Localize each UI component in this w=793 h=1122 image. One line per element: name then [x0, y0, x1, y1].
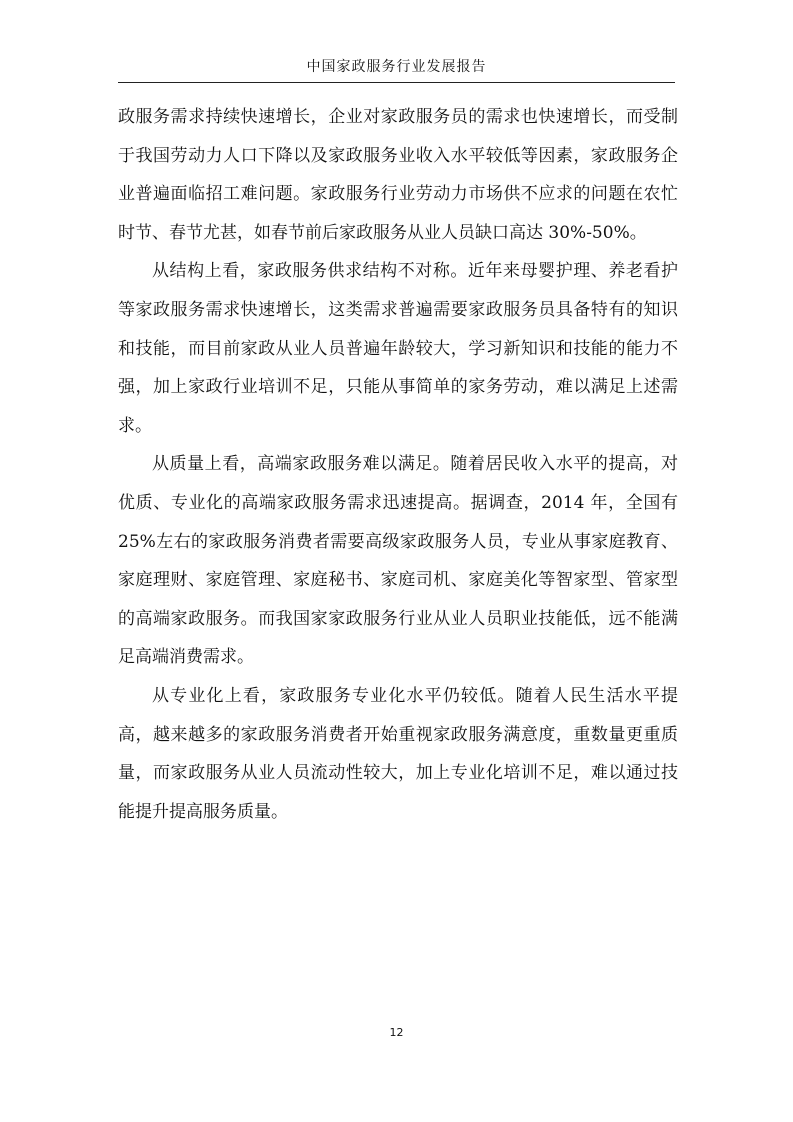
body-text	[118, 98, 678, 831]
paragraph-specialization: 从专业化上看，家政服务专业化水平仍较低。随着人民生活水平提高，越来越多的家政服务消费者开始重视家政服务满意度，重数量更重质量，而家政服务从业人员流动性较大，加上专业化培训不足，难以通过技能提升提高服务质量。	[118, 685, 678, 822]
paragraph-continued: 政服务需求持续快速增长，企业对家政服务员的需求也快速增长，而受制于我国劳动力人口下降以及家政服务业收入水平较低等因素，家政服务企业普遍面临招工难问题。家政服务行业劳动力市场供不应求的问题在农忙时节、春节尤甚，如春节前后家政服务从业人员缺口高达 30%-50%。	[118, 107, 678, 243]
paragraph-structure: 从结构上看，家政服务供求结构不对称。近年来母婴护理、养老看护等家政服务需求快速增长，这类需求普遍需要家政服务员具备特有的知识和技能，而目前家政从业人员普遍年龄较大，学习新知识和技能的能力不强，加上家政行业培训不足，只能从事简单的家务劳动，难以满足上述需求。	[118, 261, 678, 436]
running-header: 中国家政服务行业发展报告	[118, 56, 675, 83]
paragraph-quality: 从质量上看，高端家政服务难以满足。随着居民收入水平的提高，对优质、专业化的高端家政服务需求迅速提高。据调查，2014 年，全国有 25%左右的家政服务消费者需要高级家政服务人员，专业从事家庭教育、家庭理财、家庭管理、家庭秘书、家庭司机、家庭美化等智家型、管家型的高端家政服务。而我国家家政服务行业从业人员职业技能低，远不能满足高端消费需求。	[118, 454, 678, 668]
page-number: 12	[389, 1026, 404, 1039]
